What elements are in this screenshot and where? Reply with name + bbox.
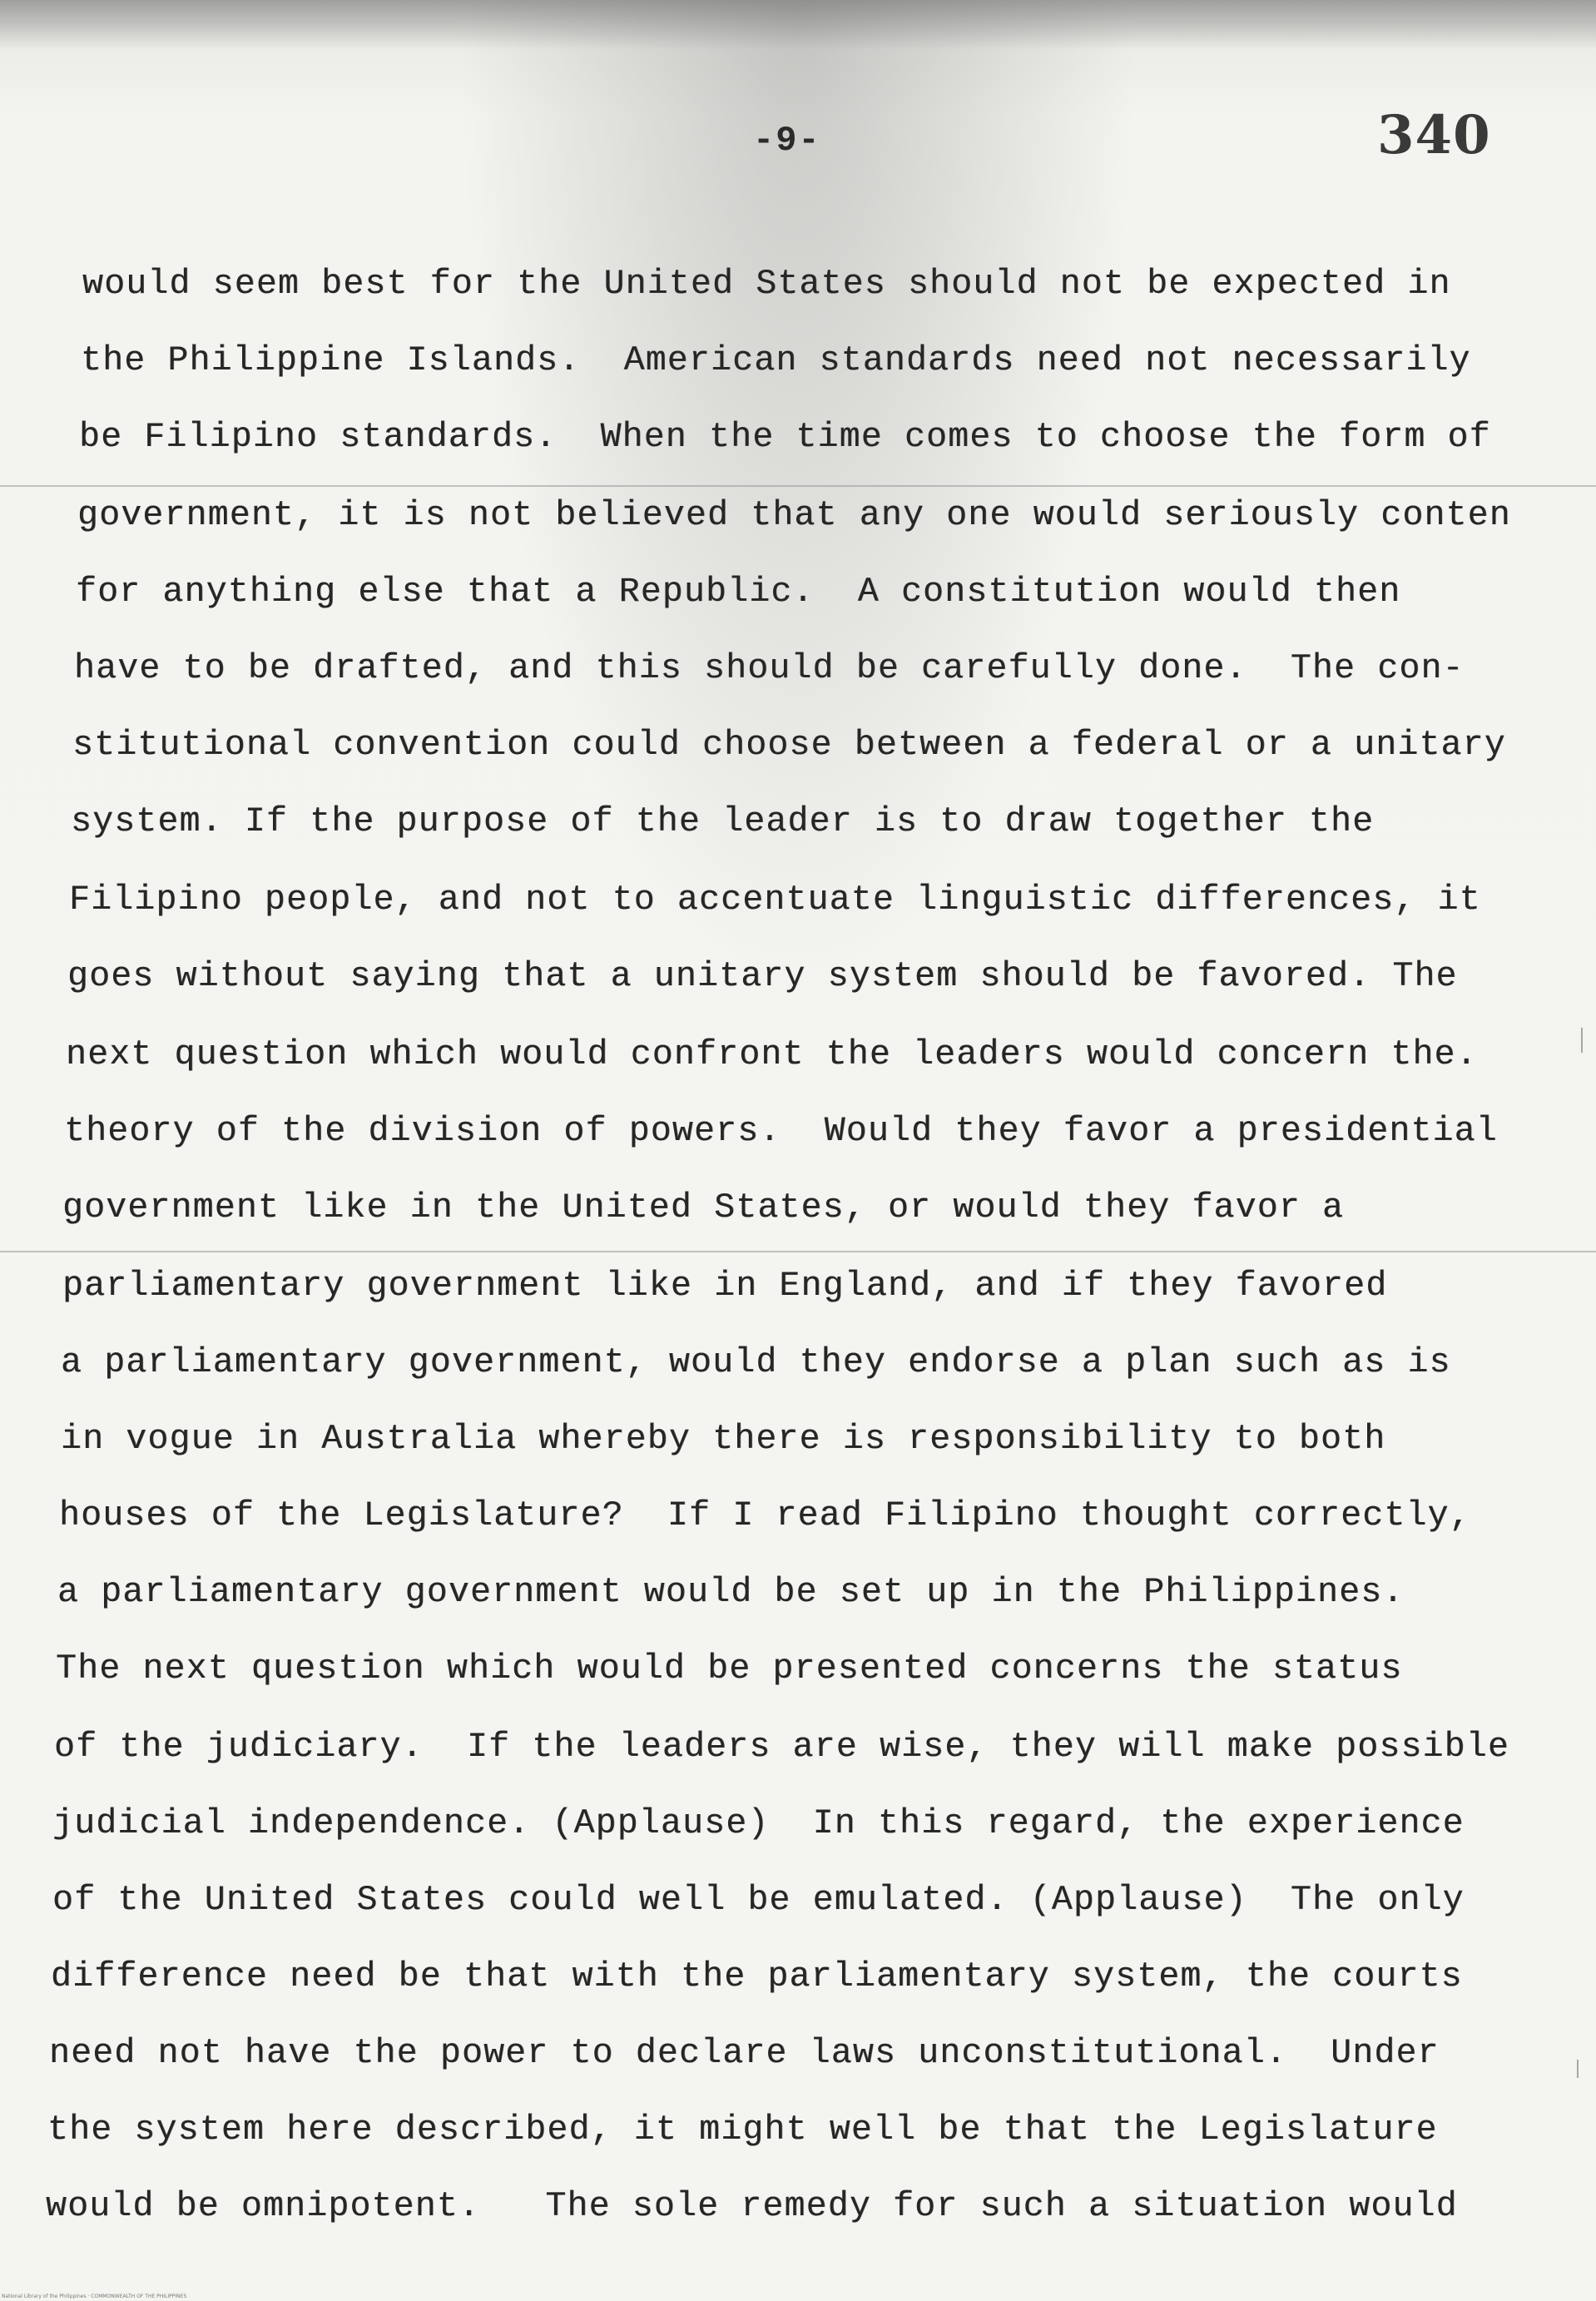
page-number: -9- bbox=[753, 121, 821, 161]
text-line: for anything else that a Republic. A constitution would then bbox=[76, 573, 1401, 612]
text-line: government, it is not believed that any one would seriously conten bbox=[77, 496, 1511, 535]
margin-mark bbox=[1581, 1028, 1583, 1053]
text-line: parliamentary government like in England, and if they favored bbox=[62, 1267, 1388, 1306]
text-line: goes without saying that a unitary system should be favored. The bbox=[67, 957, 1458, 996]
text-line: have to be drafted, and this should be carefully done. The con- bbox=[74, 649, 1465, 688]
text-line: need not have the power to declare laws unconstitutional. Under bbox=[49, 2034, 1440, 2073]
text-line: the Philippine Islands. American standards need not necessarily bbox=[81, 341, 1471, 380]
text-line: Filipino people, and not to accentuate linguistic differences, it bbox=[69, 880, 1481, 920]
margin-mark bbox=[1577, 2060, 1579, 2078]
text-line: The next question which would be presented concerns the status bbox=[56, 1649, 1403, 1689]
fold-line-lower bbox=[0, 1251, 1596, 1252]
text-line: in vogue in Australia whereby there is responsibility to both bbox=[61, 1420, 1386, 1459]
text-line: houses of the Legislature? If I read Filipino thought correctly, bbox=[59, 1496, 1471, 1535]
text-line: next question which would confront the leaders would concern the. bbox=[66, 1035, 1478, 1074]
text-line: of the United States could well be emulated. (Applause) The only bbox=[52, 1881, 1465, 1920]
text-line: judicial independence. (Applause) In this regard, the experience bbox=[52, 1804, 1465, 1843]
text-line: of the judiciary. If the leaders are wise, they will make possible bbox=[54, 1728, 1509, 1767]
text-line: would be omnipotent. The sole remedy for such a situation would bbox=[46, 2187, 1458, 2226]
footer-attribution: National Library of the Philippines · COMMONWEALTH OF THE PHILIPPINES bbox=[2, 2294, 187, 2299]
scan-top-shadow bbox=[0, 0, 1596, 50]
text-line: would seem best for the United States should not be expected in bbox=[82, 265, 1451, 304]
text-line: be Filipino standards. When the time comes to choose the form of bbox=[79, 418, 1491, 457]
text-line: a parliamentary government, would they endorse a plan such as is bbox=[61, 1343, 1451, 1382]
text-line: stitutional convention could choose between a federal or a unitary bbox=[72, 726, 1506, 765]
text-line: government like in the United States, or would they favor a bbox=[62, 1188, 1345, 1227]
text-line: system. If the purpose of the leader is to draw together the bbox=[71, 802, 1375, 841]
text-line: the system here described, it might well be that the Legislature bbox=[47, 2110, 1438, 2150]
fold-line-upper bbox=[0, 485, 1596, 487]
stamp-number: 340 bbox=[1377, 104, 1491, 166]
text-line: difference need be that with the parliamentary system, the courts bbox=[51, 1957, 1463, 1996]
text-line: theory of the division of powers. Would they favor a presidential bbox=[64, 1112, 1498, 1151]
text-line: a parliamentary government would be set up in the Philippines. bbox=[57, 1573, 1405, 1612]
